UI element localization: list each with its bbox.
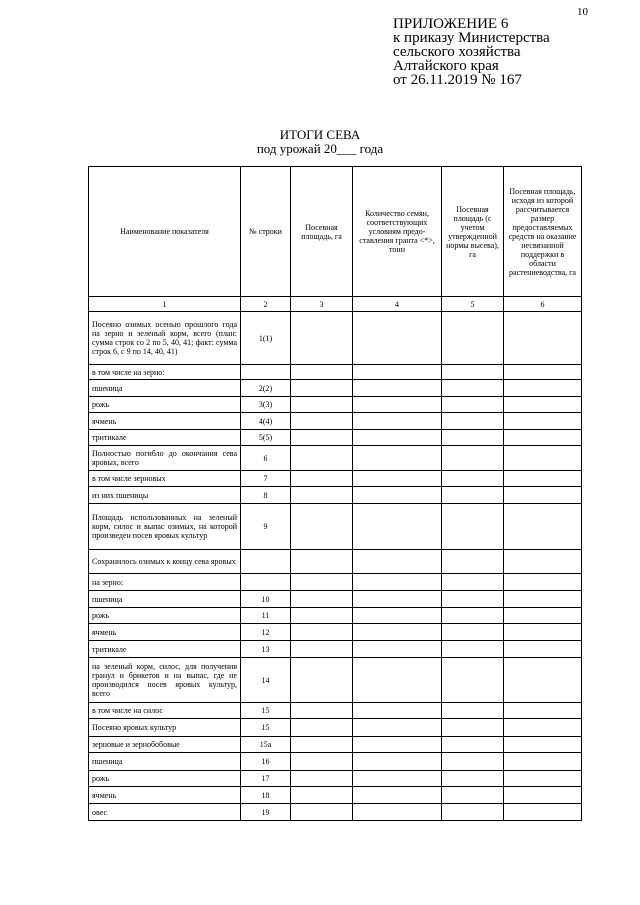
value-cell[interactable]	[291, 413, 353, 430]
value-cell[interactable]	[353, 591, 442, 608]
indicator-name-cell: ячмень	[89, 624, 241, 641]
value-cell[interactable]	[442, 365, 504, 380]
value-cell[interactable]	[504, 487, 582, 504]
value-cell[interactable]	[291, 430, 353, 446]
header-sown-area: Посевная площадь, га	[291, 167, 353, 297]
value-cell[interactable]	[442, 658, 504, 703]
value-cell[interactable]	[504, 624, 582, 641]
value-cell[interactable]	[353, 658, 442, 703]
value-cell[interactable]	[353, 719, 442, 737]
value-cell[interactable]	[442, 487, 504, 504]
indicator-name-cell: Посеяно яровых культур	[89, 719, 241, 737]
appendix-line: к приказу Министерства	[393, 30, 550, 46]
row-number-cell: 3(3)	[241, 397, 291, 413]
value-cell[interactable]	[442, 641, 504, 658]
indicator-name-cell: зерновые и зернобобовые	[89, 737, 241, 753]
column-number: 4	[353, 297, 442, 312]
value-cell[interactable]	[291, 446, 353, 471]
value-cell[interactable]	[504, 703, 582, 719]
row-number-cell: 16	[241, 753, 291, 771]
table-row	[89, 504, 582, 550]
row-number-cell: 19	[241, 804, 291, 821]
value-cell[interactable]	[353, 380, 442, 397]
row-number-cell: 4(4)	[241, 413, 291, 430]
value-cell[interactable]	[504, 446, 582, 471]
value-cell[interactable]	[442, 504, 504, 550]
value-cell[interactable]	[504, 608, 582, 624]
value-cell[interactable]	[504, 753, 582, 771]
value-cell[interactable]	[442, 737, 504, 753]
value-cell[interactable]	[353, 771, 442, 787]
sowing-results-table	[88, 166, 582, 821]
value-cell[interactable]	[442, 591, 504, 608]
value-cell[interactable]	[442, 312, 504, 365]
row-number-cell	[241, 365, 291, 380]
indicator-name-cell: Площадь использованных на зеленый корм, силос и выпас озимых, на которой произведен посев яровых культур	[89, 504, 241, 550]
value-cell[interactable]	[353, 574, 442, 591]
appendix-block	[393, 17, 550, 87]
table-row	[89, 787, 582, 804]
value-cell[interactable]	[353, 737, 442, 753]
value-cell[interactable]	[353, 804, 442, 821]
indicator-name-cell: Сохранилось озимых к концу сева яровых	[89, 550, 241, 574]
table-row	[89, 446, 582, 471]
value-cell[interactable]	[504, 365, 582, 380]
value-cell[interactable]	[291, 608, 353, 624]
row-number-cell	[241, 574, 291, 591]
column-number: 6	[504, 297, 582, 312]
table-row	[89, 608, 582, 624]
indicator-name-cell: на зеленый корм, силос, для получения гранул и брикетов и на выпас, где не производился посев яровых культур, всего	[89, 658, 241, 703]
row-number-cell: 14	[241, 658, 291, 703]
value-cell[interactable]	[504, 658, 582, 703]
table-row	[89, 574, 582, 591]
row-number-cell: 12	[241, 624, 291, 641]
value-cell[interactable]	[291, 312, 353, 365]
table-row	[89, 380, 582, 397]
value-cell[interactable]	[504, 413, 582, 430]
value-cell[interactable]	[442, 397, 504, 413]
appendix-line: от 26.11.2019 № 167	[393, 72, 522, 88]
indicator-name-cell: в том числе зерновых	[89, 471, 241, 487]
row-number-cell: 18	[241, 787, 291, 804]
value-cell[interactable]	[504, 397, 582, 413]
value-cell[interactable]	[353, 446, 442, 471]
value-cell[interactable]	[504, 550, 582, 574]
header-seed-quantity: Количество семян, соответствующих условиям предо-ставления гранта <*>, тонн	[353, 167, 442, 297]
row-number-cell: 17	[241, 771, 291, 787]
value-cell[interactable]	[442, 703, 504, 719]
value-cell[interactable]	[504, 312, 582, 365]
value-cell[interactable]	[291, 624, 353, 641]
value-cell[interactable]	[442, 574, 504, 591]
table-row	[89, 312, 582, 365]
document-title: ИТОГИ СЕВА	[279, 127, 361, 142]
appendix-line: сельского хозяйства	[393, 44, 521, 60]
value-cell[interactable]	[291, 753, 353, 771]
column-number: 3	[291, 297, 353, 312]
row-number-cell: 13	[241, 641, 291, 658]
appendix-line: Алтайского края	[393, 58, 499, 74]
table-row	[89, 804, 582, 821]
indicator-name-cell: ячмень	[89, 787, 241, 804]
value-cell[interactable]	[291, 804, 353, 821]
value-cell[interactable]	[353, 312, 442, 365]
row-number-cell: 7	[241, 471, 291, 487]
table-row	[89, 397, 582, 413]
value-cell[interactable]	[291, 397, 353, 413]
row-number-cell: 1(1)	[241, 312, 291, 365]
indicator-name-cell: ячмень	[89, 413, 241, 430]
value-cell[interactable]	[504, 787, 582, 804]
value-cell[interactable]	[504, 641, 582, 658]
value-cell[interactable]	[353, 413, 442, 430]
appendix-line: ПРИЛОЖЕНИЕ 6	[393, 16, 509, 32]
value-cell[interactable]	[291, 471, 353, 487]
value-cell[interactable]	[504, 591, 582, 608]
value-cell[interactable]	[442, 471, 504, 487]
value-cell[interactable]	[291, 574, 353, 591]
value-cell[interactable]	[291, 658, 353, 703]
table-row	[89, 753, 582, 771]
value-cell[interactable]	[353, 624, 442, 641]
value-cell[interactable]	[442, 550, 504, 574]
row-number-cell: 9	[241, 504, 291, 550]
value-cell[interactable]	[504, 771, 582, 787]
column-number-row	[89, 297, 582, 312]
value-cell[interactable]	[291, 787, 353, 804]
indicator-name-cell: на зерно:	[89, 574, 241, 591]
indicator-name-cell: рожь	[89, 397, 241, 413]
value-cell[interactable]	[504, 719, 582, 737]
value-cell[interactable]	[442, 719, 504, 737]
value-cell[interactable]	[291, 641, 353, 658]
value-cell[interactable]	[353, 787, 442, 804]
column-number: 2	[241, 297, 291, 312]
value-cell[interactable]	[442, 608, 504, 624]
value-cell[interactable]	[504, 737, 582, 753]
indicator-name-cell: овес	[89, 804, 241, 821]
value-cell[interactable]	[291, 737, 353, 753]
table-row	[89, 624, 582, 641]
page-number: 10	[577, 6, 588, 18]
indicator-name-cell: пшеница	[89, 591, 241, 608]
table-row	[89, 737, 582, 753]
value-cell[interactable]	[353, 471, 442, 487]
table-row	[89, 719, 582, 737]
table-row	[89, 430, 582, 446]
value-cell[interactable]	[504, 504, 582, 550]
table-header-row	[89, 167, 582, 297]
value-cell[interactable]	[291, 703, 353, 719]
table-row	[89, 703, 582, 719]
table-row	[89, 591, 582, 608]
value-cell[interactable]	[353, 753, 442, 771]
row-number-cell: 15а	[241, 737, 291, 753]
row-number-cell: 5(5)	[241, 430, 291, 446]
value-cell[interactable]	[291, 550, 353, 574]
value-cell[interactable]	[353, 487, 442, 504]
value-cell[interactable]	[291, 719, 353, 737]
value-cell[interactable]	[442, 787, 504, 804]
column-number: 1	[89, 297, 241, 312]
value-cell[interactable]	[291, 771, 353, 787]
table-row	[89, 471, 582, 487]
table-row	[89, 771, 582, 787]
table-row	[89, 365, 582, 380]
table-body	[89, 312, 582, 821]
table-row	[89, 550, 582, 574]
value-cell[interactable]	[291, 504, 353, 550]
row-number-cell: 2(2)	[241, 380, 291, 397]
indicator-name-cell: тритикале	[89, 430, 241, 446]
value-cell[interactable]	[442, 446, 504, 471]
indicator-name-cell: рожь	[89, 771, 241, 787]
indicator-name-cell: Полностью погибло до окончания сева яровых, всего	[89, 446, 241, 471]
header-row-number: № строки	[241, 167, 291, 297]
value-cell[interactable]	[353, 641, 442, 658]
value-cell[interactable]	[442, 380, 504, 397]
value-cell[interactable]	[504, 804, 582, 821]
value-cell[interactable]	[442, 804, 504, 821]
value-cell[interactable]	[353, 608, 442, 624]
value-cell[interactable]	[353, 550, 442, 574]
document-subtitle: под урожай 20___ года	[256, 141, 384, 156]
value-cell[interactable]	[353, 430, 442, 446]
row-number-cell: 10	[241, 591, 291, 608]
header-support-area: Посевная площадь, исходя из которой рассчитывается размер предоставляемых средств на оказание несвязанной поддержки в области растениеводства, га	[504, 167, 582, 297]
header-indicator-name: Наименование показателя	[89, 167, 241, 297]
table-row	[89, 641, 582, 658]
table-row	[89, 658, 582, 703]
table-row	[89, 487, 582, 504]
row-number-cell: 11	[241, 608, 291, 624]
row-number-cell: 6	[241, 446, 291, 471]
value-cell[interactable]	[291, 591, 353, 608]
value-cell[interactable]	[291, 487, 353, 504]
indicator-name-cell: из них пшеницы	[89, 487, 241, 504]
header-sown-area-norm: Посевная площадь (с учетом утвержденной нормы высева), га	[442, 167, 504, 297]
row-number-cell: 15	[241, 703, 291, 719]
value-cell[interactable]	[353, 504, 442, 550]
value-cell[interactable]	[442, 430, 504, 446]
value-cell[interactable]	[442, 413, 504, 430]
indicator-name-cell: тритикале	[89, 641, 241, 658]
value-cell[interactable]	[353, 397, 442, 413]
value-cell[interactable]	[504, 430, 582, 446]
row-number-cell: 8	[241, 487, 291, 504]
value-cell[interactable]	[504, 380, 582, 397]
value-cell[interactable]	[504, 471, 582, 487]
row-number-cell: 15	[241, 719, 291, 737]
indicator-name-cell: пшеница	[89, 380, 241, 397]
value-cell[interactable]	[291, 365, 353, 380]
value-cell[interactable]	[442, 771, 504, 787]
value-cell[interactable]	[442, 624, 504, 641]
row-number-cell	[241, 550, 291, 574]
value-cell[interactable]	[504, 574, 582, 591]
indicator-name-cell: в том числе на зерно:	[89, 365, 241, 380]
value-cell[interactable]	[353, 703, 442, 719]
indicator-name-cell: рожь	[89, 608, 241, 624]
indicator-name-cell: пшеница	[89, 753, 241, 771]
indicator-name-cell: Посеяно озимых осенью прошлого года на зерно и зеленый корм, всего (план: сумма строк со 2 по 5, 40, 41; факт: сумма строк 6, с 9 по 14, 40, 41)	[89, 312, 241, 365]
value-cell[interactable]	[442, 753, 504, 771]
value-cell[interactable]	[291, 380, 353, 397]
column-number: 5	[442, 297, 504, 312]
table-row	[89, 413, 582, 430]
indicator-name-cell: в том числе на силос	[89, 703, 241, 719]
value-cell[interactable]	[353, 365, 442, 380]
